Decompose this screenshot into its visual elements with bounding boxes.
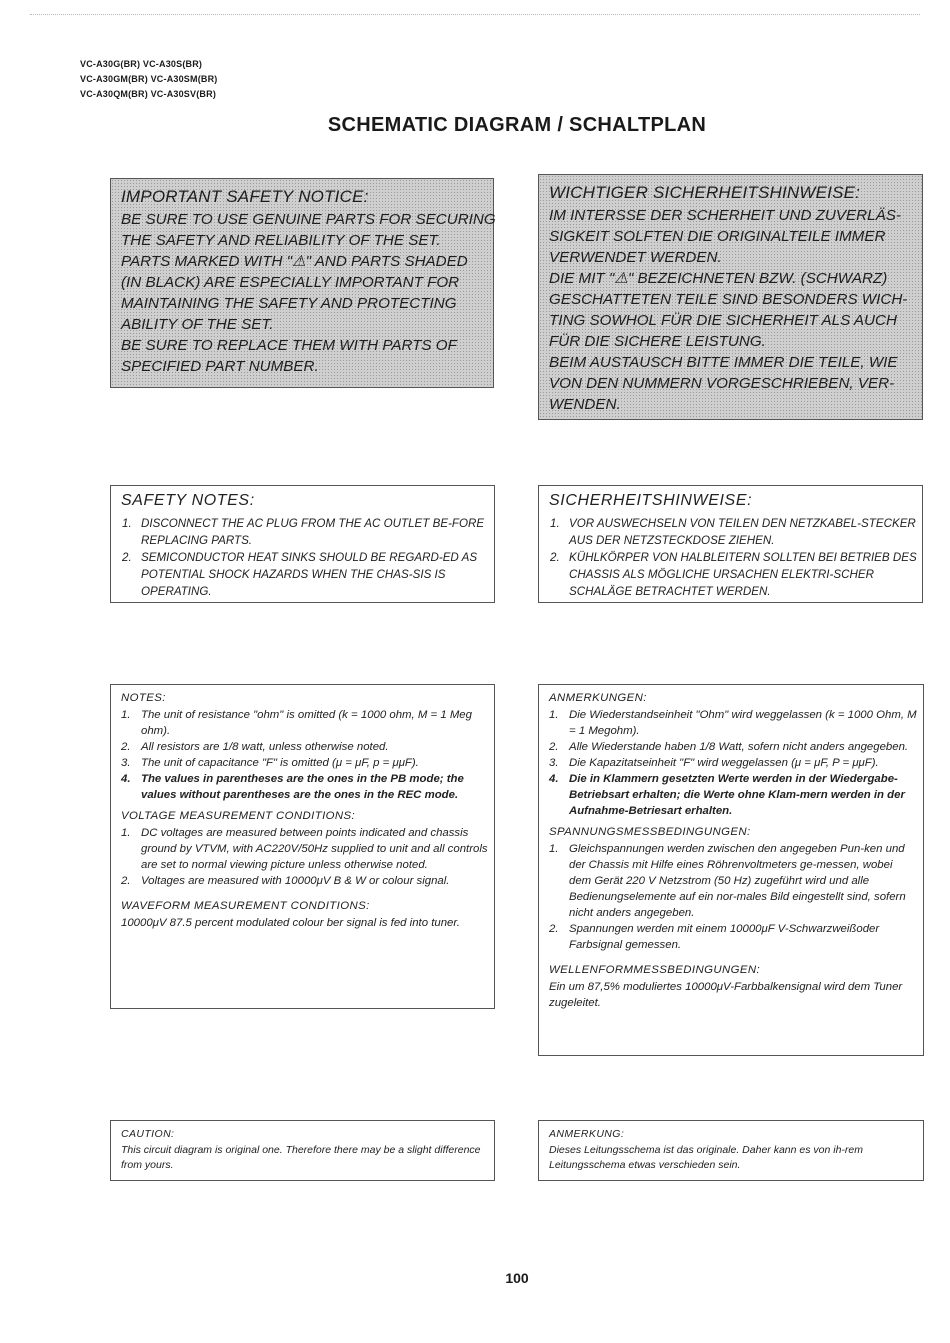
note-item: 1. The unit of resistance "ohm" is omitted (k = 1000 ohm, M = 1 Meg ohm).	[121, 709, 472, 737]
safety-note-item: 1. DISCONNECT THE AC PLUG FROM THE AC OUTLET BE-FORE REPLACING PARTS.	[122, 517, 485, 547]
safety-note-item: 2. KÜHLKÖRPER VON HALBLEITERN SOLLTEN BEI BETRIEB DES CHASSIS ALS MÖGLICHE URSACHEN ELEKTRI-SCHER SCHALÄGE BETRACHTET WERDEN.	[550, 551, 917, 598]
model-line: VC-A30QM(BR) VC-A30SV(BR)	[80, 89, 217, 99]
safety-note-item: 1. VOR AUSWECHSELN VON TEILEN DEN NETZKABEL-STECKER AUS DER NETZSTECKDOSE ZIEHEN.	[550, 517, 916, 547]
notes-en	[110, 684, 495, 1009]
caution-heading: CAUTION:	[121, 1128, 175, 1140]
notice-line: VERWENDET WERDEN.	[549, 249, 722, 266]
model-line: VC-A30G(BR) VC-A30S(BR)	[80, 59, 203, 69]
notice-line: VON DEN NUMMERN VORGESCHRIEBEN, VER-	[549, 375, 895, 392]
notice-line: SIGKEIT SOLFTEN DIE ORIGINALTEILE IMMER	[549, 228, 886, 245]
notice-line: BE SURE TO USE GENUINE PARTS FOR SECURING	[121, 211, 496, 228]
note-item: 4. Die in Klammern gesetzten Werte werden in der Wiedergabe-Betriebsart erhalten; die Werte ohne Klam-mern werden in der Aufnahme-Betriesart erhalten.	[549, 773, 905, 817]
model-list	[80, 57, 218, 102]
important-safety-notice-de	[538, 174, 923, 420]
important-safety-notice-en	[110, 178, 494, 388]
caution-text: Dieses Leitungsschema ist das originale. Daher kann es von ih-rem Leitungsschema etwas verschieden sein.	[549, 1144, 863, 1171]
notice-line: BE SURE TO REPLACE THEM WITH PARTS OF	[121, 337, 457, 354]
note-item: 1. Die Wiederstandseinheit "Ohm" wird weggelassen (k = 1000 Ohm, M = 1 Megohm).	[549, 709, 917, 737]
note-item: 2. Alle Wiederstande haben 1/8 Watt, sofern nicht anders angegeben.	[549, 741, 909, 753]
safety-notes-de	[538, 485, 923, 603]
safety-notes-en	[110, 485, 495, 603]
notice-heading: WICHTIGER SICHERHEITSHINWEISE:	[549, 183, 861, 202]
voltage-item: 1. Gleichspannungen werden zwischen den angegeben Pun-ken und der Chassis mit Hilfe eines Röhrenvoltmeters ge-messen, wobei dem Gerät 220 V Netzstrom (50 Hz) zugeführt wird und alle Bedienungselemente auf ein nor-males Bild eingestellt sind, sofern nicht anders angegeben.	[549, 843, 906, 919]
waveform-conditions-heading: WAVEFORM MEASUREMENT CONDITIONS:	[121, 900, 370, 912]
top-dotted-rule	[30, 14, 920, 15]
notes-heading: ANMERKUNGEN:	[549, 692, 647, 704]
waveform-text: 10000μV 87.5 percent modulated colour ber signal is fed into tuner.	[121, 917, 460, 929]
notice-line: TING SOWHOL FÜR DIE SICHERHEIT ALS AUCH	[549, 312, 897, 329]
waveform-text: Ein um 87,5% moduliertes 10000μV-Farbbalkensignal wird dem Tuner zugeleitet.	[549, 981, 903, 1009]
model-line: VC-A30GM(BR) VC-A30SM(BR)	[80, 74, 218, 84]
notice-line: (IN BLACK) ARE ESPECIALLY IMPORTANT FOR	[121, 274, 460, 291]
notes-heading: NOTES:	[121, 692, 166, 704]
notice-line: IM INTERSSE DER SCHERHEIT UND ZUVERLÄS-	[549, 207, 901, 224]
notice-line: FÜR DIE SICHERE LEISTUNG.	[549, 333, 766, 350]
notes-de	[538, 684, 924, 1056]
notice-line: WENDEN.	[549, 396, 621, 413]
safety-notes-heading: SICHERHEITSHINWEISE:	[549, 492, 753, 509]
caution-text: This circuit diagram is original one. Therefore there may be a slight difference from yours.	[121, 1144, 481, 1171]
notice-line: MAINTAINING THE SAFETY AND PROTECTING	[121, 295, 457, 312]
notice-line: THE SAFETY AND RELIABILITY OF THE SET.	[121, 232, 441, 249]
notice-line: BEIM AUSTAUSCH BITTE IMMER DIE TEILE, WIE	[549, 354, 898, 371]
notice-line: DIE MIT "⚠" BEZEICHNETEN BZW. (SCHWARZ)	[549, 270, 888, 287]
waveform-conditions-heading: WELLENFORMMESSBEDINGUNGEN:	[549, 964, 761, 976]
notice-line: ABILITY OF THE SET.	[121, 316, 274, 333]
safety-notes-heading: SAFETY NOTES:	[121, 492, 255, 509]
note-item: 3. The unit of capacitance "F" is omitted (μ = μF, p = μμF).	[121, 757, 419, 769]
voltage-item: 2. Voltages are measured with 10000μV B & W or colour signal.	[121, 875, 450, 887]
voltage-item: 2. Spannungen werden mit einem 10000μF V-Schwarzweißoder Farbsignal gemessen.	[549, 923, 880, 951]
voltage-conditions-heading: VOLTAGE MEASUREMENT CONDITIONS:	[121, 810, 356, 822]
safety-note-item: 2. SEMICONDUCTOR HEAT SINKS SHOULD BE REGARD-ED AS POTENTIAL SHOCK HAZARDS WHEN THE CHAS-SIS IS OPERATING.	[122, 551, 478, 598]
voltage-conditions-heading: SPANNUNGSMESSBEDINGUNGEN:	[549, 826, 751, 838]
page-title: SCHEMATIC DIAGRAM / SCHALTPLAN	[327, 114, 707, 136]
note-item: 3. Die Kapazitatseinheit "F" wird weggelassen (μ = μF, P = μμF).	[549, 757, 879, 769]
page-number: 100	[505, 1270, 529, 1286]
notice-line: PARTS MARKED WITH "⚠" AND PARTS SHADED	[121, 253, 468, 270]
notice-heading: IMPORTANT SAFETY NOTICE:	[121, 187, 369, 206]
note-item: 2. All resistors are 1/8 watt, unless otherwise noted.	[121, 741, 389, 753]
voltage-item: 1. DC voltages are measured between points indicated and chassis ground by VTVM, with AC220V/50Hz supplied to unit and all controls are set to normal viewing picture unless otherwise noted.	[121, 827, 488, 871]
caution-en	[110, 1120, 495, 1181]
note-item: 4. The values in parentheses are the ones in the PB mode; the values without parentheses are the ones in the REC mode.	[121, 773, 464, 801]
caution-heading: ANMERKUNG:	[549, 1128, 625, 1140]
notice-line: SPECIFIED PART NUMBER.	[121, 358, 319, 375]
notice-line: GESCHATTETEN TEILE SIND BESONDERS WICH-	[549, 291, 908, 308]
caution-de	[538, 1120, 924, 1181]
